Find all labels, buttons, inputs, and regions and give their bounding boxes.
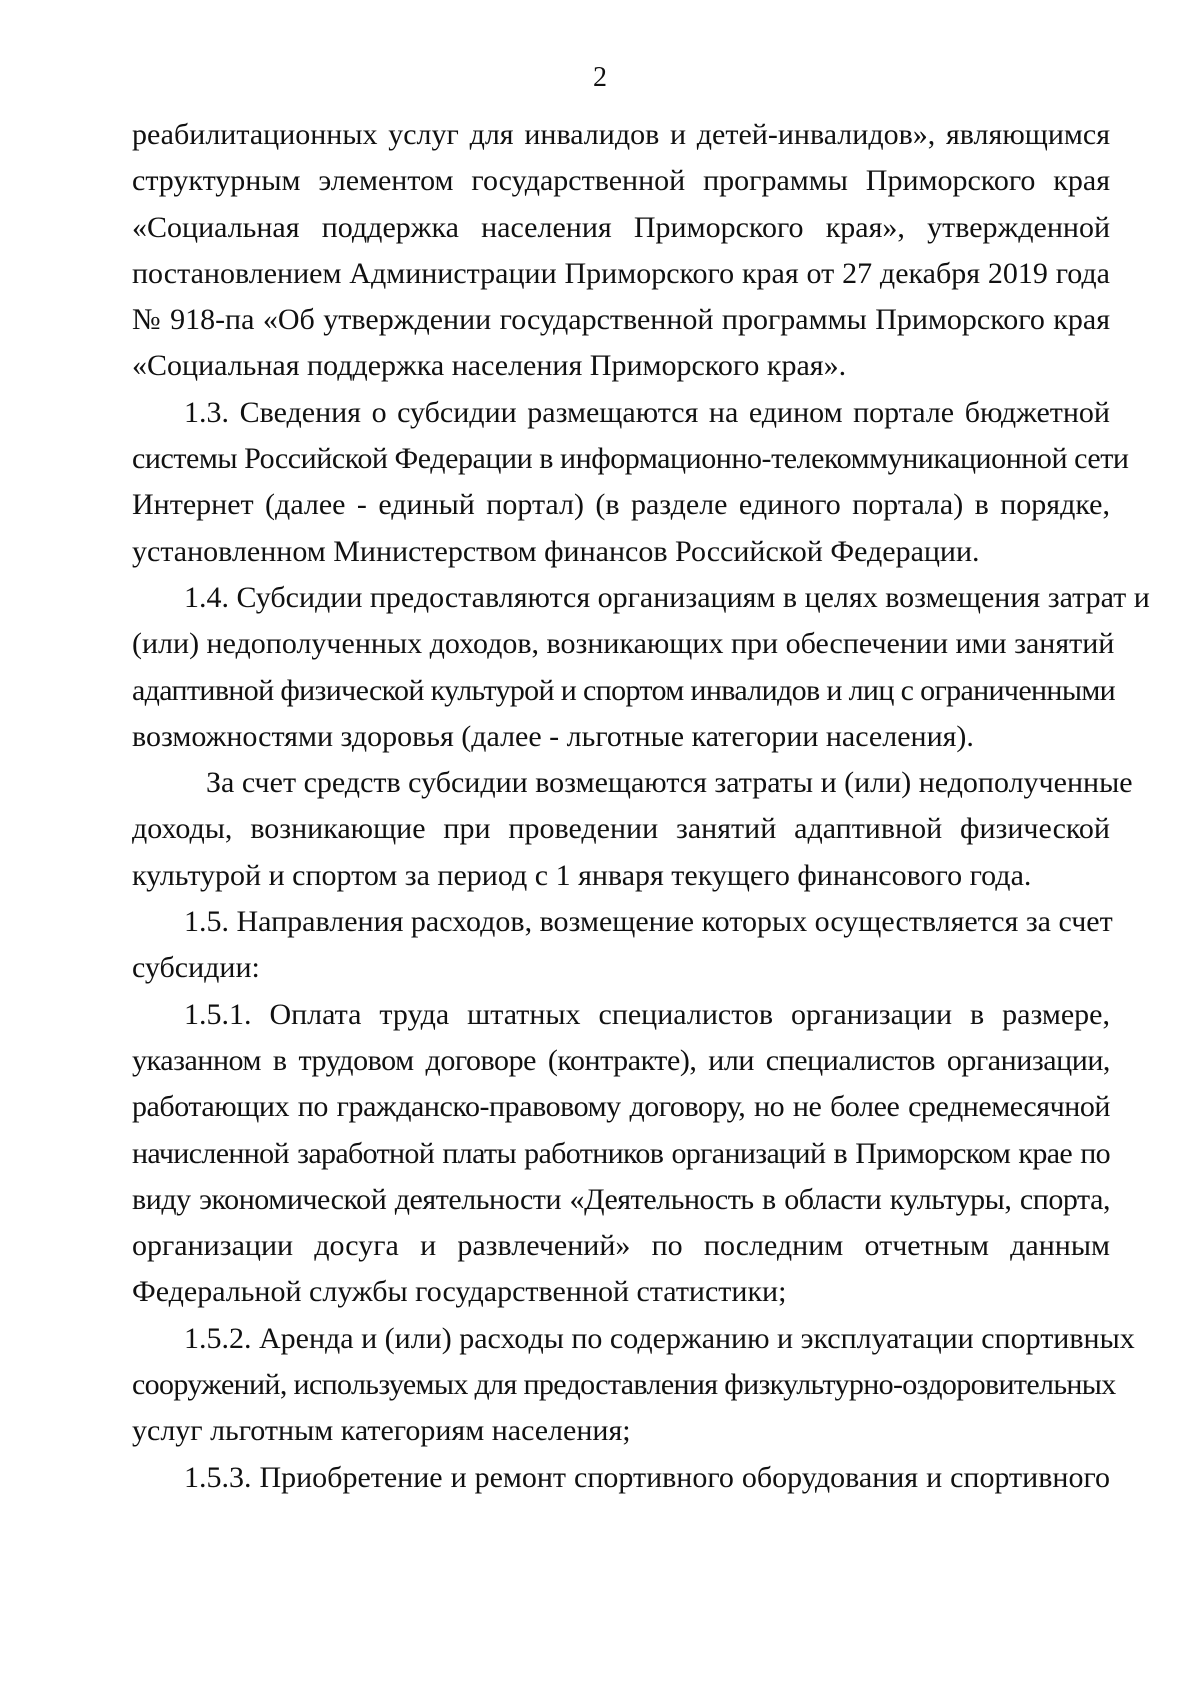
text-line: (или) недополученных доходов, возникающих при обеспечении ими занятий [132,627,1115,661]
text-line: «Социальная поддержка населения Приморского края». [132,349,847,383]
text-line: начисленной заработной платы работников организаций в Приморском крае по [132,1136,1110,1170]
text-line: организации досуга и развлечений» по последним отчетным данным [132,1229,1110,1263]
paragraph-1-5-3-first-line: 1.5.3. Приобретение и ремонт спортивного оборудования и спортивного [184,1460,1110,1494]
text-line: Интернет (далее - единый портал) (в разделе единого портала) в порядке, [132,488,1110,522]
paragraph-1-5-2-first-line: 1.5.2. Аренда и (или) расходы по содержанию и эксплуатации спортивных [184,1321,1135,1355]
text-line: установленном Министерством финансов Российской Федерации. [132,534,980,568]
text-line: субсидии: [132,951,260,985]
paragraph-1-4-first-line: 1.4. Субсидии предоставляются организациям в целях возмещения затрат и [184,580,1150,614]
paragraph-1-3-first-line: 1.3. Сведения о субсидии размещаются на едином портале бюджетной [184,395,1110,429]
text-line: № 918-па «Об утверждении государственной программы Приморского края [132,303,1110,337]
paragraph-reimbursement-first-line: За счет средств субсидии возмещаются затраты и (или) недополученные [206,766,1133,800]
text-line: адаптивной физической культурой и спортом инвалидов и лиц с ограниченными [132,673,1116,707]
text-line: доходы, возникающие при проведении занятий адаптивной физической [132,812,1110,846]
text-line: структурным элементом государственной программы Приморского края [132,164,1110,198]
text-line: сооружений, используемых для предоставления физкультурно-оздоровительных [132,1368,1116,1402]
text-line: культурой и спортом за период с 1 января текущего финансового года. [132,858,1032,892]
text-line: Федеральной службы государственной статистики; [132,1275,787,1309]
paragraph-1-5-first-line: 1.5. Направления расходов, возмещение которых осуществляется за счет [184,905,1113,939]
text-line: услуг льготным категориям населения; [132,1414,631,1448]
text-line: системы Российской Федерации в информационно-телекоммуникационной сети [132,442,1129,476]
text-line: работающих по гражданско-правовому договору, но не более среднемесячной [132,1090,1110,1124]
paragraph-1-5-1-first-line: 1.5.1. Оплата труда штатных специалистов организации в размере, [184,997,1110,1031]
text-line: постановлением Администрации Приморского края от 27 декабря 2019 года [132,256,1110,290]
document-body [132,112,1150,1501]
text-line: реабилитационных услуг для инвалидов и детей-инвалидов», являющимся [132,118,1110,151]
text-line: виду экономической деятельности «Деятельность в области культуры, спорта, [132,1182,1110,1216]
text-line: «Социальная поддержка населения Приморского края», утвержденной [132,210,1110,244]
text-line: указанном в трудовом договоре (контракте), или специалистов организации, [132,1043,1110,1077]
page-number: 2 [593,62,607,93]
text-line: возможностями здоровья (далее - льготные категории населения). [132,719,974,753]
